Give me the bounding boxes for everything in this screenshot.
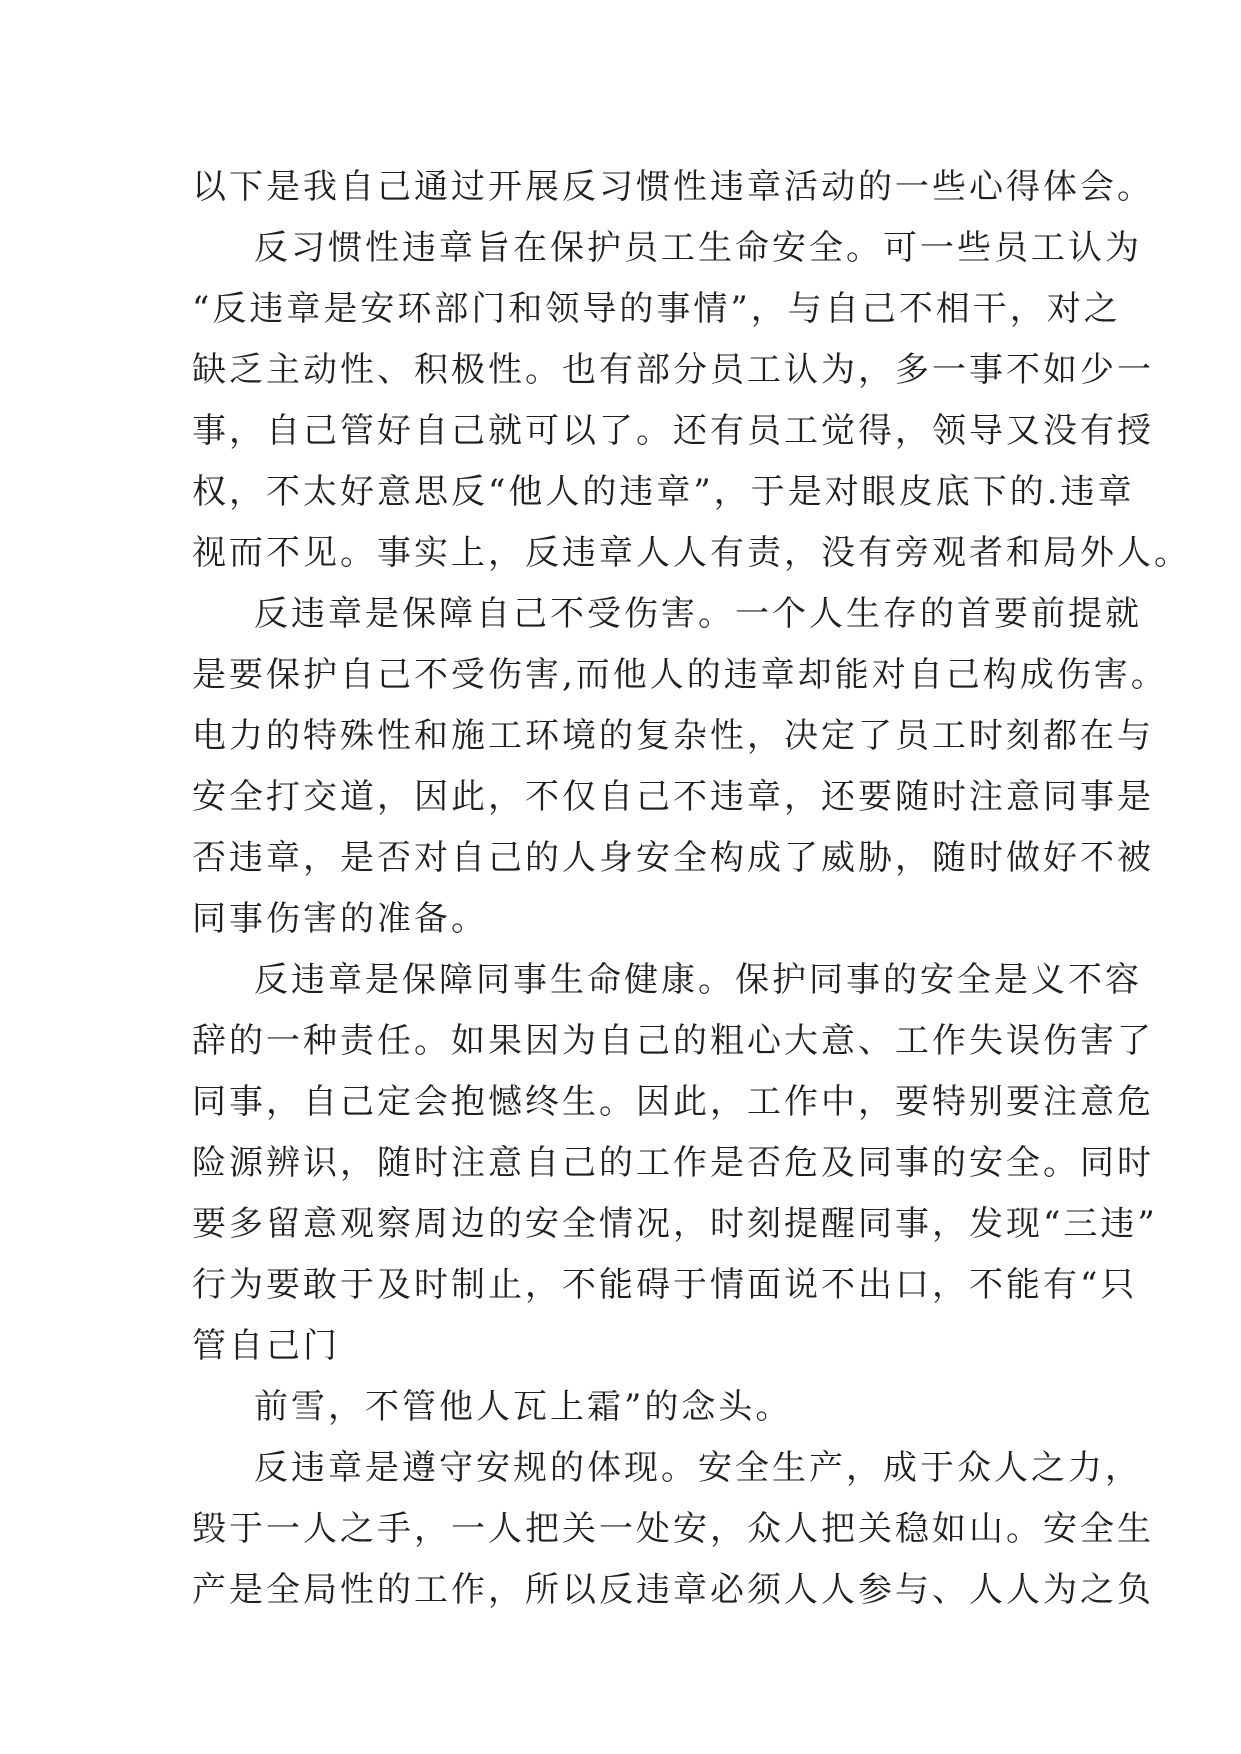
text-line: 安全打交道，因此，不仅自己不违章，还要随时注意同事是 <box>192 777 1154 817</box>
text-line: 缺乏主动性、积极性。也有部分员工认为，多一事不如少一 <box>192 350 1154 390</box>
text-line: 辞的一种责任。如果因为自己的粗心大意、工作失误伤害了 <box>192 1021 1154 1061</box>
text-line: 以下是我自己通过开展反习惯性违章活动的一些心得体会。 <box>192 167 1154 207</box>
text-line: 险源辨识，随时注意自己的工作是否危及同事的安全。同时 <box>192 1143 1154 1183</box>
text-line: 产是全局性的工作，所以反违章必须人人参与、人人为之负 <box>192 1570 1154 1610</box>
text-line: 反习惯性违章旨在保护员工生命安全。可一些员工认为 <box>254 228 1142 268</box>
text-line: 事，自己管好自己就可以了。还有员工觉得，领导又没有授 <box>192 411 1154 451</box>
body-text <box>192 157 1191 1621</box>
text-line: 前雪，不管他人瓦上霜”的念头。 <box>254 1387 793 1427</box>
text-line: 反违章是保障自己不受伤害。一个人生存的首要前提就 <box>254 594 1142 634</box>
text-line: 反违章是遵守安规的体现。安全生产，成于众人之力， <box>254 1448 1142 1488</box>
text-line: 反违章是保障同事生命健康。保护同事的安全是义不容 <box>254 960 1142 1000</box>
text-line: 行为要敢于及时制止，不能碍于情面说不出口，不能有“只 <box>192 1265 1138 1305</box>
text-line: 是要保护自己不受伤害,而他人的违章却能对自己构成伤害。 <box>192 655 1168 695</box>
text-line: 电力的特殊性和施工环境的复杂性，决定了员工时刻都在与 <box>192 716 1154 756</box>
text-line: 同事，自己定会抱憾终生。因此，工作中，要特别要注意危 <box>192 1082 1154 1122</box>
text-line: “反违章是安环部门和领导的事情”，与自己不相干，对之 <box>192 289 1121 329</box>
text-line: 同事伤害的准备。 <box>192 899 488 939</box>
text-line: 权，不太好意思反“他人的违章”，于是对眼皮底下的.违章 <box>192 472 1135 512</box>
text-line: 视而不见。事实上，反违章人人有责，没有旁观者和局外人。 <box>192 533 1191 573</box>
text-line: 要多留意观察周边的安全情况，时刻提醒同事，发现“三违” <box>192 1204 1158 1244</box>
text-line: 否违章，是否对自己的人身安全构成了威胁，随时做好不被 <box>192 838 1154 878</box>
text-line: 管自己门 <box>192 1326 340 1366</box>
text-line: 毁于一人之手，一人把关一处安，众人把关稳如山。安全生 <box>192 1509 1154 1549</box>
